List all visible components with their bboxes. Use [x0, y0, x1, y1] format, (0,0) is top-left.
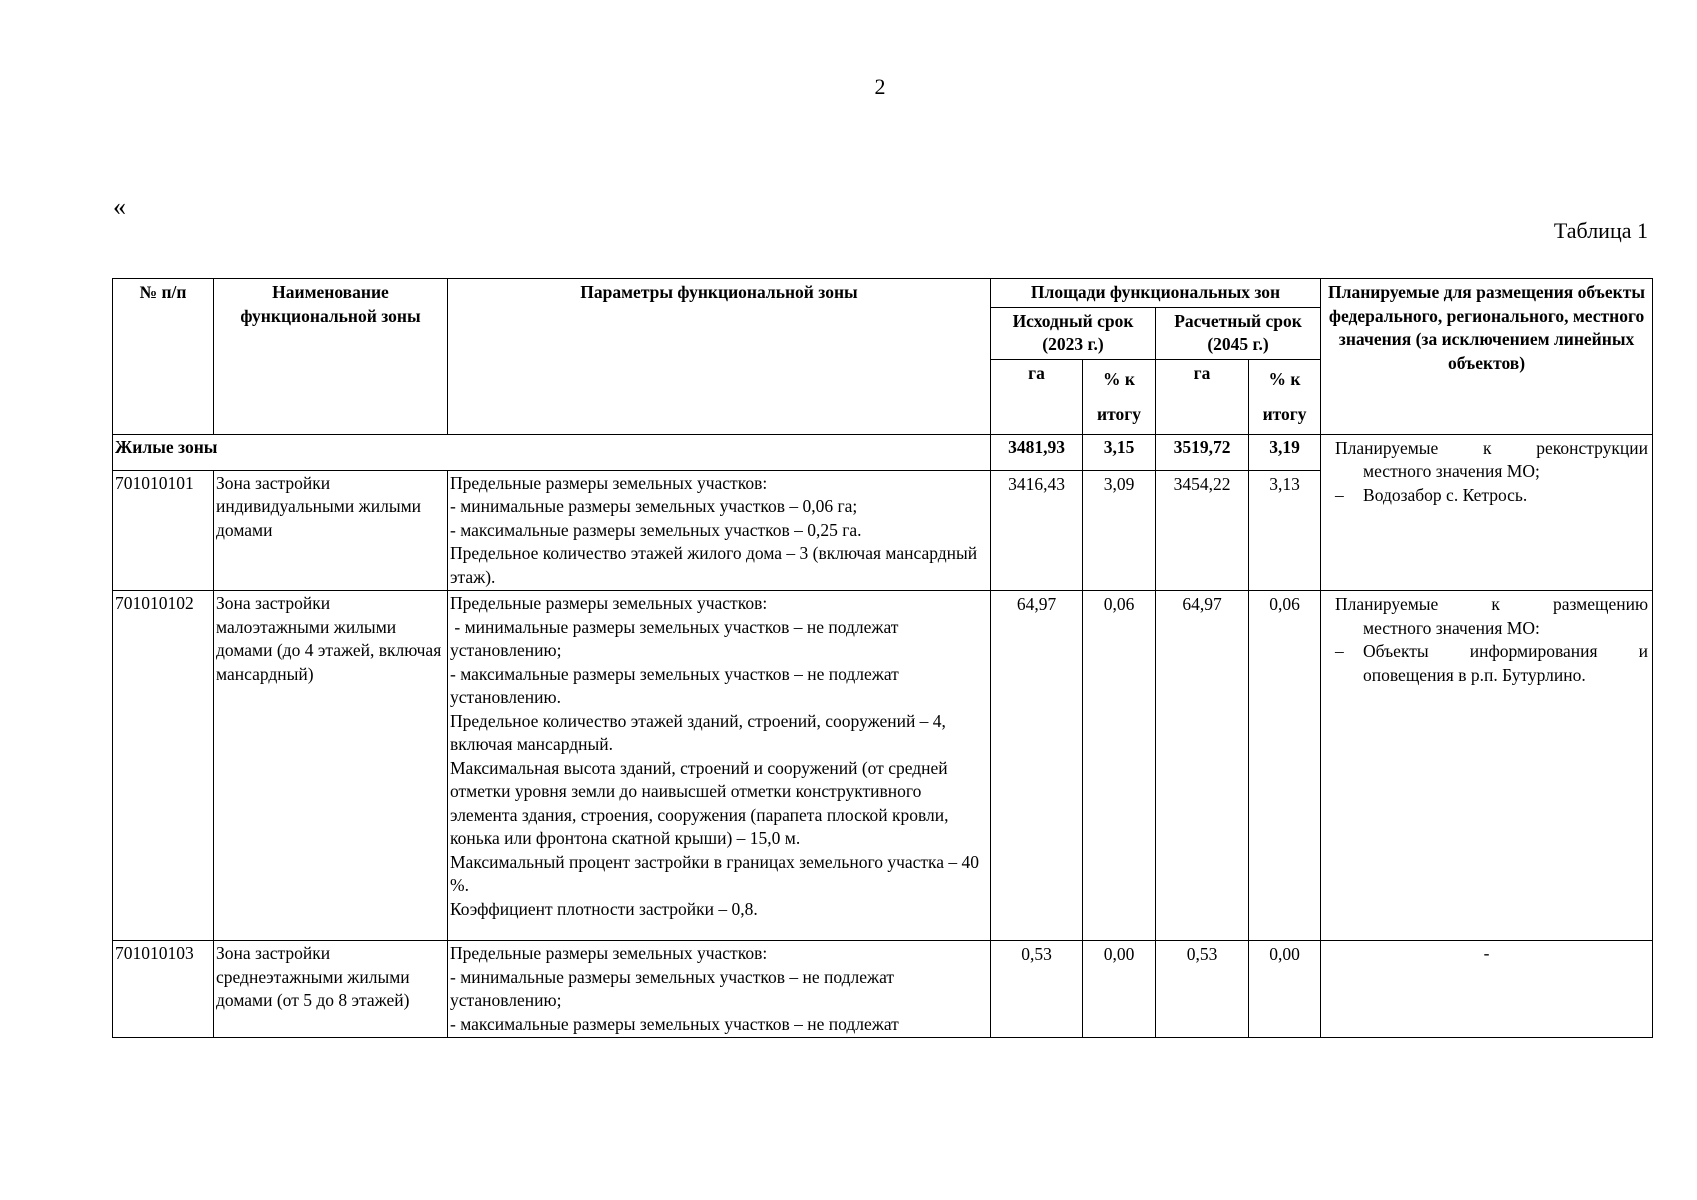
zone-code: 701010103	[113, 941, 214, 1038]
group-est-pct: 3,19	[1249, 434, 1321, 470]
table-caption: Таблица 1	[1553, 218, 1648, 243]
param-line: Максимальный процент застройки в границах земельного участка – 40 %.	[450, 851, 980, 895]
header-initial-pct: % к итогу	[1083, 359, 1156, 434]
row-planned-objects: -	[1321, 941, 1653, 1038]
zone-params	[448, 470, 991, 591]
group-planned-objects	[1321, 434, 1653, 591]
param-line: - минимальные размеры земельных участков – 0,06 га;	[450, 496, 858, 516]
objects-item-text: Водозабор с. Кетрось.	[1363, 484, 1528, 505]
objects-list-item: – Водозабор с. Кетрось.	[1335, 484, 1648, 508]
header-zone-name: Наименование функциональной зоны	[214, 279, 448, 435]
initial-ha: 3416,43	[991, 470, 1083, 591]
param-line: Максимальная высота зданий, строений и сооружений (от средней отметки уровня земли до наивысшей отметки конструктивного элемента здания, строения, сооружения (парапета плоской кровли, конька или фронтона скатной крыши) – 15,0 м.	[450, 757, 949, 848]
objects-title-cont: местного значения МО:	[1363, 617, 1540, 638]
header-est-pct: % к итогу	[1249, 359, 1321, 434]
initial-ha: 64,97	[991, 591, 1083, 941]
param-line: Предельное количество этажей зданий, строений, сооружений – 4, включая мансардный.	[450, 710, 946, 754]
initial-pct: 3,09	[1083, 470, 1156, 591]
zone-name: Зона застройки индивидуальными жилыми домами	[214, 470, 448, 591]
row-planned-objects	[1321, 591, 1653, 941]
objects-title: Планируемые к размещению	[1335, 594, 1649, 614]
objects-item-text: Объекты информирования и оповещения в р.п. Бутурлино.	[1363, 641, 1649, 685]
header-est-ha: га	[1156, 359, 1249, 434]
initial-ha: 0,53	[991, 941, 1083, 1038]
header-planned-objects: Планируемые для размещения объекты федерального, регионального, местного значения (за исключением линейных объектов)	[1321, 279, 1653, 435]
header-num: № п/п	[113, 279, 214, 435]
zone-code: 701010102	[113, 591, 214, 941]
param-line: Предельные размеры земельных участков:	[450, 593, 768, 613]
objects-title-cont: местного значения МО;	[1363, 461, 1540, 481]
param-line: Предельное количество этажей жилого дома – 3 (включая мансардный этаж).	[450, 543, 978, 587]
group-title: Жилые зоны	[113, 434, 991, 470]
zone-params	[448, 941, 991, 1038]
param-line: Предельные размеры земельных участков:	[450, 943, 768, 963]
open-quote: «	[113, 192, 126, 221]
initial-pct: 0,06	[1083, 591, 1156, 941]
objects-title: Планируемые к реконструкции	[1335, 437, 1649, 458]
zone-code: 701010101	[113, 470, 214, 591]
zone-name: Зона застройки малоэтажными жилыми домами (до 4 этажей, включая мансардный)	[214, 591, 448, 941]
param-line: - максимальные размеры земельных участков – не подлежат	[450, 1013, 899, 1034]
zone-name: Зона застройки среднеэтажными жилыми домами (от 5 до 8 этажей)	[214, 941, 448, 1038]
param-line: - минимальные размеры земельных участков – не подлежат установлению;	[450, 966, 895, 1010]
header-areas: Площади функциональных зон	[991, 279, 1321, 308]
table-row	[113, 591, 1653, 941]
group-initial-pct: 3,15	[1083, 434, 1156, 470]
param-line: - максимальные размеры земельных участков – не подлежат установлению.	[450, 663, 899, 707]
initial-pct: 0,00	[1083, 941, 1156, 1038]
est-pct: 3,13	[1249, 470, 1321, 591]
est-ha: 64,97	[1156, 591, 1249, 941]
param-line: - минимальные размеры земельных участков – не подлежат установлению;	[450, 616, 903, 660]
header-initial-term: Исходный срок (2023 г.)	[991, 307, 1156, 359]
param-line: Коэффициент плотности застройки – 0,8.	[450, 898, 758, 919]
zone-params	[448, 591, 991, 941]
header-initial-ha: га	[991, 359, 1083, 434]
param-line: Предельные размеры земельных участков:	[450, 472, 768, 493]
group-row-residential	[113, 434, 1653, 470]
header-estimated-term: Расчетный срок (2045 г.)	[1156, 307, 1321, 359]
page-number: 2	[874, 74, 886, 99]
group-est-ha: 3519,72	[1156, 434, 1249, 470]
objects-list-item: – Объекты информирования и оповещения в р.п. Бутурлино.	[1335, 640, 1648, 687]
header-zone-params: Параметры функциональной зоны	[448, 279, 991, 435]
group-initial-ha: 3481,93	[991, 434, 1083, 470]
est-ha: 3454,22	[1156, 470, 1249, 591]
table-row	[113, 941, 1653, 1038]
est-pct: 0,06	[1249, 591, 1321, 941]
est-pct: 0,00	[1249, 941, 1321, 1038]
param-line: - максимальные размеры земельных участков – 0,25 га.	[450, 519, 862, 540]
est-ha: 0,53	[1156, 941, 1249, 1038]
functional-zones-table	[112, 278, 1653, 1038]
